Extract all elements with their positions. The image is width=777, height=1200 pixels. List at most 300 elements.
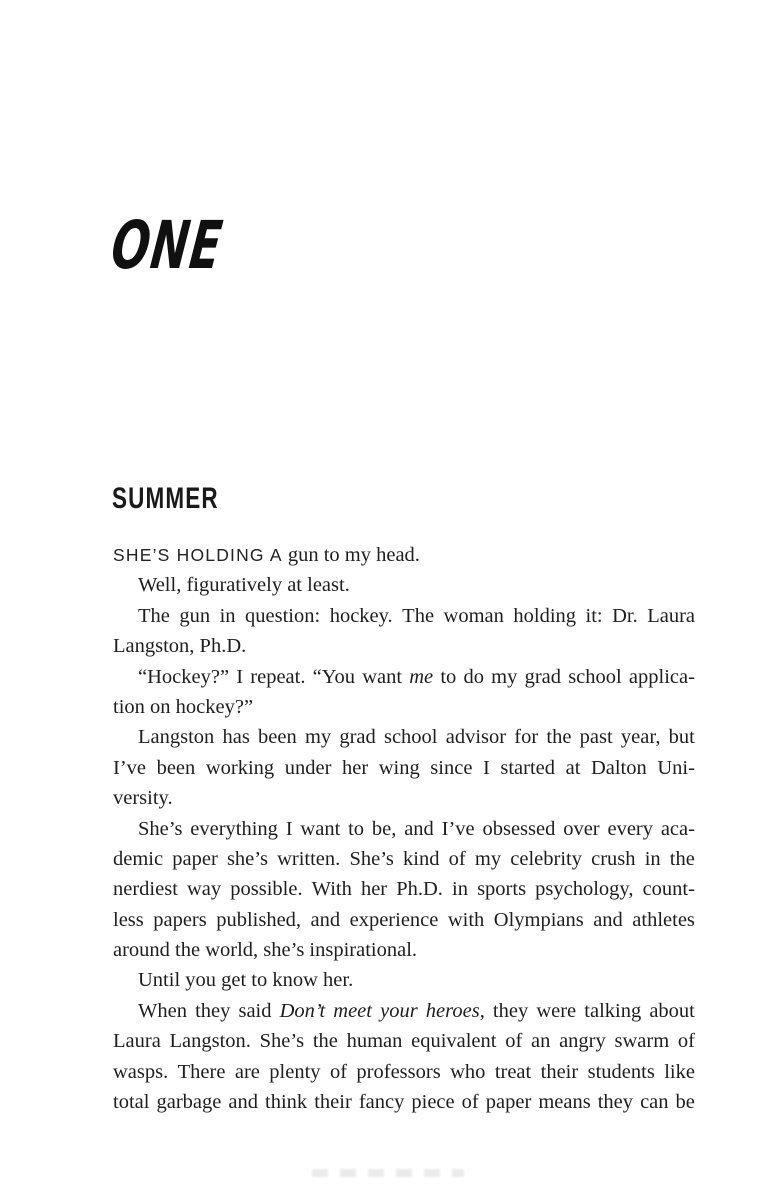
word [500,753,555,783]
cutoff-text-artifact [312,1169,464,1177]
text-segment: they [195,999,231,1022]
word [157,753,196,783]
text-segment: garbage [156,1091,222,1114]
paragraph [113,662,695,723]
text-segment: her [341,756,369,779]
text-segment: students [587,1060,655,1083]
word [482,814,555,844]
word [138,662,229,692]
text-segment: “You [312,665,356,688]
word [409,662,433,692]
word [172,844,218,874]
text-segment: under [284,756,332,779]
word [580,722,613,752]
text-segment: , [479,999,485,1022]
word [153,905,207,935]
text-segment: swarm [614,1030,670,1053]
word [491,662,517,692]
word [235,1057,260,1087]
text-segment: There [177,1060,226,1083]
word [536,996,576,1026]
paragraph [113,965,695,995]
text-segment: crush [591,847,636,870]
text-line [113,874,695,904]
text-segment: gun to my head. [282,544,420,566]
text-segment: applica- [628,665,695,688]
word [113,905,144,935]
text-segment: Dr. [612,604,638,627]
text-segment: of [677,1030,695,1053]
word [113,753,146,783]
text-segment: professors [356,1060,441,1083]
text-segment: has [222,726,250,749]
text-segment: talking [584,999,642,1022]
word [514,722,538,752]
word [190,814,278,844]
text-segment: her [360,878,388,901]
word [333,996,372,1026]
text-segment: aca- [660,817,695,840]
text-line [113,844,695,874]
word [546,722,571,752]
text-segment: published, [216,908,302,931]
text-segment: repeat. [250,665,306,688]
text-segment: She’s [138,817,183,840]
text-segment: to [348,817,365,840]
text-line [113,905,695,935]
text-segment: Uni- [657,756,695,779]
text-segment: do [463,665,484,688]
text-segment: Dalton [590,756,647,779]
word [559,1026,606,1056]
word [342,753,368,783]
text-line [113,814,695,844]
text-segment: piece [411,1091,455,1114]
text-segment: can [640,1091,669,1114]
word [593,905,623,935]
text-segment: athletes [632,908,695,931]
text-segment: Olympians [493,908,584,931]
text-segment: and [404,817,434,840]
text-line [113,996,695,1026]
word [510,844,582,874]
word [598,1087,633,1117]
word [475,844,501,874]
text-segment: hockey. [329,604,393,627]
text-segment: of [448,847,466,870]
text-segment: holding [513,604,577,627]
text-segment: equivalent [411,1030,497,1053]
text-segment: the [669,847,695,870]
text-segment: everything [190,817,278,840]
text-segment: were [536,999,577,1022]
word [446,722,506,752]
word [442,814,475,844]
word [411,1026,496,1056]
word [206,753,274,783]
word [380,996,418,1026]
text-segment: total [113,1091,150,1114]
word [632,905,695,935]
word [396,874,443,904]
word [621,722,661,752]
word [678,1026,695,1056]
word [566,753,581,783]
text-line [113,570,695,600]
text-segment: When [138,999,187,1022]
text-segment: the [546,726,572,749]
word [661,814,695,844]
text-segment: year, [620,726,661,749]
text-segment: woman [443,604,504,627]
word [463,662,484,692]
text-segment: She’s [259,1030,305,1053]
word [339,722,375,752]
word [379,753,420,783]
word [403,844,439,874]
text-line [113,601,695,631]
word [670,844,695,874]
text-segment: Langston, Ph.D. [113,635,247,658]
text-segment: Well, figuratively at least. [138,574,350,597]
word [563,814,599,844]
text-segment: paper [172,847,218,870]
text-segment: I [482,756,490,779]
text-segment: started [500,756,556,779]
text-segment: question: [245,604,321,627]
text-segment: psychology, [535,878,634,901]
text-segment: The [402,604,435,627]
text-segment: Laura [113,1030,161,1053]
text-segment: tion on hockey?” [113,695,254,718]
text-segment: Until you get to know her. [138,969,354,992]
text-segment: for [514,726,539,749]
chapter-number-heading: ONE [107,207,228,284]
text-line [113,662,695,692]
text-segment: possible. [230,878,303,901]
word [591,844,635,874]
text-segment: written. [277,847,341,870]
text-segment: to [440,665,457,688]
word [330,601,393,631]
word [452,874,468,904]
word [440,662,456,692]
section-heading: SUMMER [112,482,219,515]
text-line [113,783,695,813]
text-segment: grad [524,665,561,688]
text-segment: I’ve [113,756,147,779]
word [430,753,472,783]
word [138,601,170,631]
text-segment: an [531,1030,551,1053]
text-segment: with [447,908,485,931]
word [493,996,528,1026]
paragraph [113,814,695,966]
text-line [113,540,695,570]
text-segment: sports [477,878,527,901]
text-segment: papers [153,908,207,931]
word [495,1057,531,1087]
text-segment: less [113,908,144,931]
word [312,874,352,904]
word [311,905,341,935]
text-segment: obsessed [482,817,556,840]
text-segment: my [304,726,332,749]
word [314,1087,352,1117]
text-line [113,631,695,661]
word [361,874,387,904]
text-segment: in [452,878,468,901]
text-segment: school [568,665,622,688]
word [238,996,271,1026]
word [584,996,641,1026]
text-segment: be, [371,817,397,840]
word [614,1026,669,1056]
text-segment: means [538,1091,591,1114]
text-segment: plenty [269,1060,321,1083]
text-segment: demic [113,847,164,870]
text-segment: are [234,1060,260,1083]
word [330,1057,347,1087]
text-segment: grad [339,726,376,749]
word [258,722,297,752]
text-segment: versity. [113,787,173,810]
italic-text: your [380,999,418,1022]
text-segment: wing [378,756,420,779]
text-line [113,1087,695,1117]
word [629,662,695,692]
text-segment: Langston. [169,1030,251,1053]
word [313,1026,338,1056]
word [195,996,230,1026]
word [187,874,221,904]
word [260,1026,304,1056]
word [664,1057,695,1087]
word [411,1087,454,1117]
word [220,601,236,631]
text-segment: experience [349,908,439,931]
word [640,1087,668,1117]
word [356,1057,440,1087]
text-segment: “Hockey?” [138,665,230,688]
word [113,1087,149,1117]
text-segment: of [505,1030,523,1053]
word [483,753,490,783]
text-segment: their [540,1060,579,1083]
word [477,874,526,904]
italic-text: heroes [425,999,480,1022]
text-segment: and [228,1091,258,1114]
word [227,844,268,874]
text-segment: my [474,847,502,870]
word [372,814,396,844]
text-line [113,965,695,995]
word [349,844,393,874]
text-segment: Laura [647,604,695,627]
text-segment: think [265,1091,308,1114]
text-segment: they [492,999,529,1022]
body-text [113,540,695,1117]
text-segment: gun [179,604,211,627]
word [285,753,332,783]
text-segment: I [285,817,293,840]
text-segment: of [329,1060,348,1083]
text-segment: who [450,1060,486,1083]
italic-text: Don’t [279,999,326,1022]
word [223,722,250,752]
text-segment: said [238,999,272,1022]
text-segment: and [593,908,623,931]
text-segment: treat [494,1060,532,1083]
word [277,844,340,874]
word [541,1057,579,1087]
word [362,662,402,692]
text-segment: angry [559,1030,606,1053]
word [265,1087,307,1117]
word [286,814,293,844]
text-segment: she’s [226,847,268,870]
word [228,1087,258,1117]
text-segment: way [187,878,222,901]
word [607,814,653,844]
word [612,601,638,631]
text-segment: The [138,604,170,627]
text-segment: of [461,1091,479,1114]
word [535,874,633,904]
text-segment: With [311,878,352,901]
text-segment: been [156,756,196,779]
word [505,1026,522,1056]
word [531,1026,550,1056]
word [647,601,695,631]
word [486,1087,532,1117]
word [448,905,484,935]
text-segment: in [644,847,661,870]
word [350,905,439,935]
word [494,905,584,935]
text-segment: like [664,1060,695,1083]
word [525,662,561,692]
word [359,1087,405,1117]
word [216,905,301,935]
word [588,1057,655,1087]
word [649,996,695,1026]
word [645,844,661,874]
text-segment: been [258,726,297,749]
text-line [113,722,695,752]
text-line [113,1026,695,1056]
word [230,874,302,904]
word [113,874,178,904]
italic-text: me [409,665,434,688]
text-segment: human [346,1030,403,1053]
word [305,722,331,752]
text-segment: count- [642,878,695,901]
word [586,601,603,631]
italic-text: meet [333,999,372,1022]
word [138,722,214,752]
word [676,1087,695,1117]
text-segment: kind [403,847,440,870]
word [384,722,438,752]
word [250,662,305,692]
word [300,814,340,844]
text-segment: and [310,908,341,931]
text-segment: advisor [445,726,507,749]
word [179,601,210,631]
text-segment: Ph.D. [396,878,443,901]
word [444,601,504,631]
text-segment: want [300,817,341,840]
paragraph [113,570,695,600]
word [178,1057,226,1087]
text-segment: She’s [349,847,394,870]
word [280,996,326,1026]
word [450,1057,485,1087]
word [513,601,576,631]
text-segment: their [314,1091,352,1114]
text-segment: be [675,1091,695,1114]
word [669,722,695,752]
word [657,753,695,783]
paragraph [113,722,695,813]
text-segment: I [236,665,244,688]
text-line [113,935,695,965]
text-segment: nerdiest [113,878,178,901]
text-segment: the [312,1030,338,1053]
word [113,844,163,874]
paragraph [113,996,695,1118]
text-segment: past [579,726,613,749]
word [138,996,187,1026]
word [313,662,355,692]
text-segment: over [563,817,600,840]
text-segment: around the world, she’s inspirational. [113,939,418,962]
text-segment: in [219,604,236,627]
text-segment: school [383,726,438,749]
text-segment: Langston [138,726,215,749]
word [404,814,434,844]
word [348,814,364,844]
text-segment: paper [485,1091,532,1114]
word [156,1087,221,1117]
word [347,1026,403,1056]
text-segment: my [491,665,518,688]
word [568,662,622,692]
word [245,601,320,631]
text-segment: celebrity [510,847,582,870]
text-segment: they [597,1091,634,1114]
text-segment: every [607,817,653,840]
word [591,753,647,783]
word [449,844,466,874]
word [402,601,434,631]
word [170,1026,251,1056]
text-segment: I’ve [441,817,475,840]
paragraph [113,540,695,570]
text-line [113,1057,695,1087]
word [113,1057,168,1087]
text-segment: fancy [358,1091,405,1114]
text-segment: working [205,756,275,779]
word [236,662,243,692]
text-segment: but [668,726,695,749]
text-segment: wasps. [113,1060,169,1083]
paragraph [113,601,695,662]
small-caps-opener: SHE’S HOLDING A [113,545,283,565]
text-line [113,753,695,783]
text-segment: at [565,756,581,779]
